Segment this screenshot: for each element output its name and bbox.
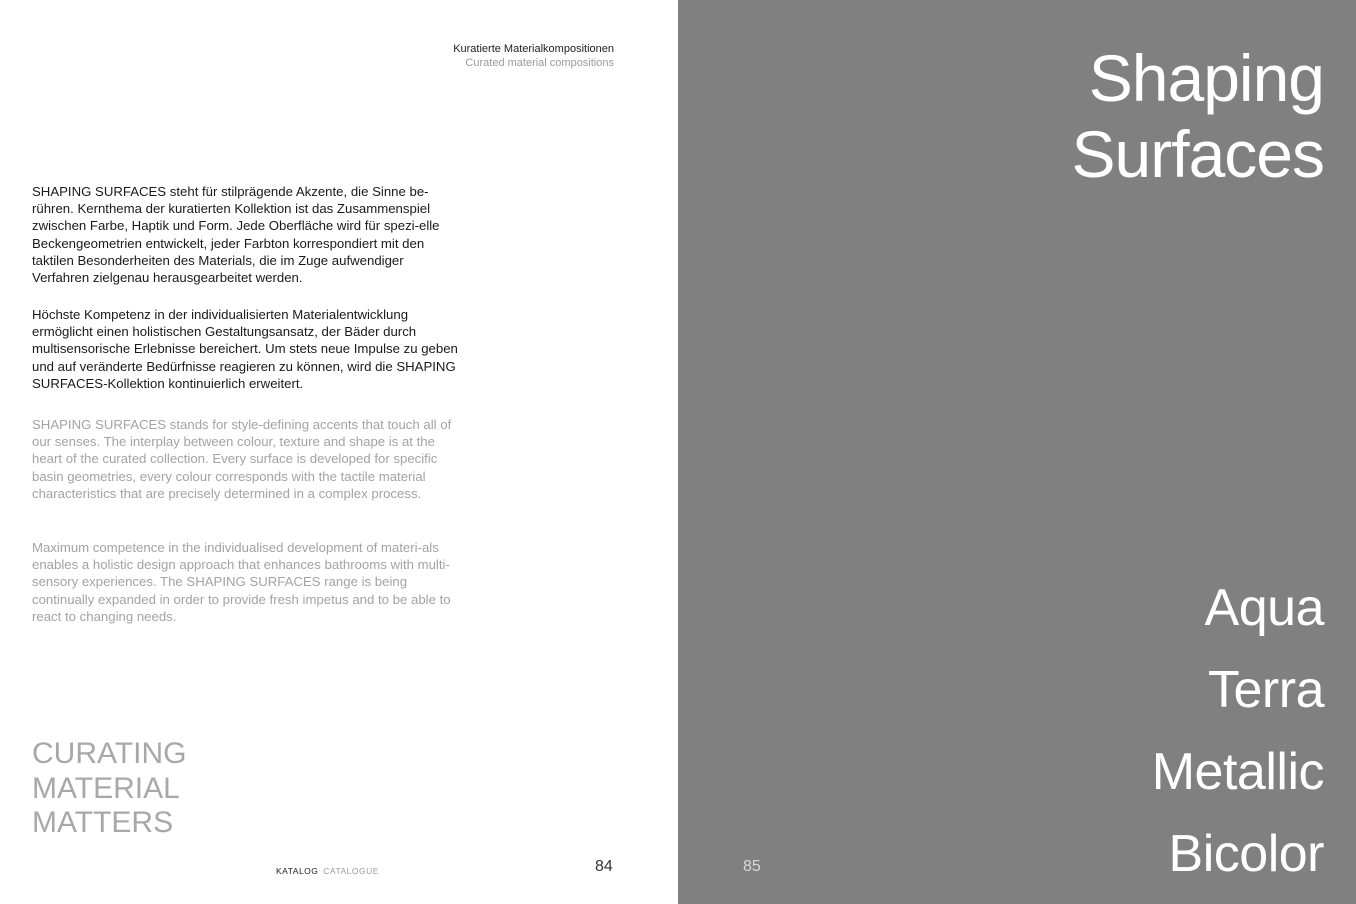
section-header	[453, 42, 614, 70]
page-number-right: 85	[743, 858, 761, 875]
surface-item: Aqua	[1204, 579, 1324, 637]
page-number-left: 84	[595, 858, 613, 875]
hero-title-line-2: Surfaces	[1071, 117, 1324, 191]
surface-item: Terra	[1208, 661, 1324, 719]
footer-catalog-label	[276, 866, 379, 876]
surface-item: Metallic	[1151, 743, 1324, 801]
surface-list	[1152, 576, 1324, 904]
right-page	[678, 0, 1356, 904]
body-paragraph-de-2: Höchste Kompetenz in der individualisierten Materialentwicklung ermöglicht einen holistischen Gestaltungsansatz, der Bäder durch multisensorische Erlebnisse bereichert. Um stets neue Impulse zu geben und auf veränderte Bedürfnisse reagieren zu können, wird die SHAPING SURFACES-Kollektion kontinuierlich erweitert.	[32, 307, 458, 391]
body-paragraph-en-2: Maximum competence in the individualised development of materi-als enables a holistic design approach that enhances bathrooms with multi-sensory experiences. The SHAPING SURFACES range is being continually expanded in order to provide fresh impetus and to be able to react to changing needs.	[32, 540, 451, 624]
hero-title	[1072, 40, 1324, 192]
footer-catalogue: CATALOGUE	[323, 866, 379, 876]
body-paragraph-en-1: SHAPING SURFACES stands for style-defining accents that touch all of our senses. The interplay between colour, texture and shape is at the heart of the curated collection. Every surface is developed for specific basin geometries, every colour corresponds with the tactile material characteristics that are precisely determined in a complex process.	[32, 417, 452, 501]
curating-title-line: MATTERS	[32, 806, 174, 839]
body-paragraph-de-1: SHAPING SURFACES steht für stilprägende Akzente, die Sinne be-rühren. Kernthema der kuratierten Kollektion ist das Zusammenspiel zwischen Farbe, Haptik und Form. Jede Oberfläche wird für spezi-elle Beckengeometrien entwickelt, jeder Farbton korrespondiert mit den taktilen Besonderheiten des Materials, die im Zuge aufwendiger Verfahren zielgenau herausgearbeitet werden.	[32, 184, 440, 286]
section-header-de: Kuratierte Materialkompositionen	[453, 43, 614, 55]
surface-item: Bicolor	[1168, 825, 1324, 883]
curating-title-line: CURATING	[32, 737, 187, 770]
curating-title-line: MATERIAL	[32, 771, 180, 805]
curating-title	[32, 737, 186, 841]
footer-katalog: KATALOG	[276, 866, 319, 876]
hero-title-line-1: Shaping	[1088, 41, 1324, 115]
section-header-en: Curated material compositions	[465, 57, 614, 69]
